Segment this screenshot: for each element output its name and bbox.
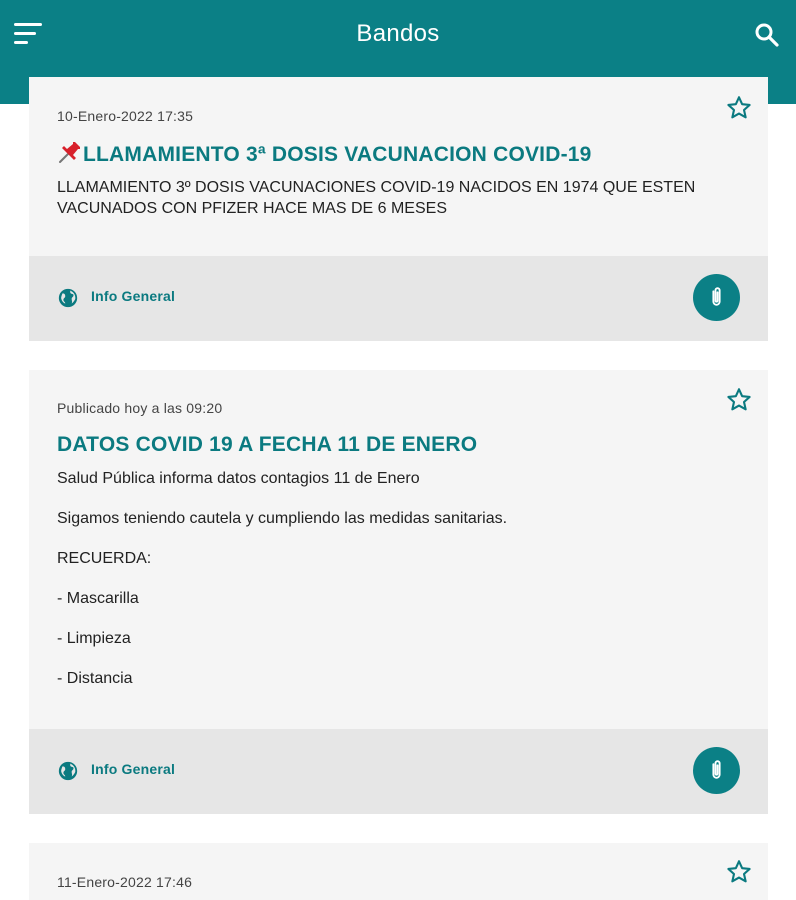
post-date: 11-Enero-2022 17:46 xyxy=(57,874,193,890)
post-card[interactable] xyxy=(29,370,768,813)
star-icon[interactable] xyxy=(725,858,753,886)
attachment-button[interactable] xyxy=(693,274,740,321)
post-body xyxy=(57,177,737,219)
post-footer xyxy=(29,729,768,814)
star-icon[interactable] xyxy=(725,94,753,122)
search-icon[interactable] xyxy=(752,20,782,50)
globe-icon xyxy=(57,760,79,782)
post-body-line: - Limpieza xyxy=(57,630,131,647)
post-body xyxy=(57,468,737,708)
post-body-line: - Distancia xyxy=(57,670,133,687)
post-body-line: Salud Pública informa datos contagios 11 de Enero xyxy=(57,470,420,487)
attachment-button[interactable] xyxy=(693,747,740,794)
post-title[interactable]: DATOS COVID 19 A FECHA 11 DE ENERO xyxy=(57,433,478,456)
category-label[interactable]: Info General xyxy=(91,288,176,304)
post-date: Publicado hoy a las 09:20 xyxy=(57,400,223,416)
post-body-line: - Mascarilla xyxy=(57,590,139,607)
post-footer xyxy=(29,256,768,341)
post-card[interactable] xyxy=(29,843,768,900)
paperclip-icon xyxy=(704,285,729,310)
post-title[interactable] xyxy=(57,140,592,167)
category-label[interactable]: Info General xyxy=(91,761,176,777)
post-body-line: RECUERDA: xyxy=(57,550,152,567)
pushpin-icon xyxy=(57,140,83,164)
post-body-text: LLAMAMIENTO 3º DOSIS VACUNACIONES COVID-19 NACIDOS EN 1974 QUE ESTEN VACUNADOS CON PFIZER HACE MAS DE 6 MESES xyxy=(57,179,696,217)
page-title: Bandos xyxy=(356,20,440,47)
post-body-line: Sigamos teniendo cautela y cumpliendo las medidas sanitarias. xyxy=(57,510,508,527)
globe-icon xyxy=(57,287,79,309)
post-date: 10-Enero-2022 17:35 xyxy=(57,108,194,124)
star-icon[interactable] xyxy=(725,386,753,414)
paperclip-icon xyxy=(704,758,729,783)
post-title-text: LLAMAMIENTO 3ª DOSIS VACUNACION COVID-19 xyxy=(83,143,592,166)
post-card[interactable] xyxy=(29,77,768,341)
